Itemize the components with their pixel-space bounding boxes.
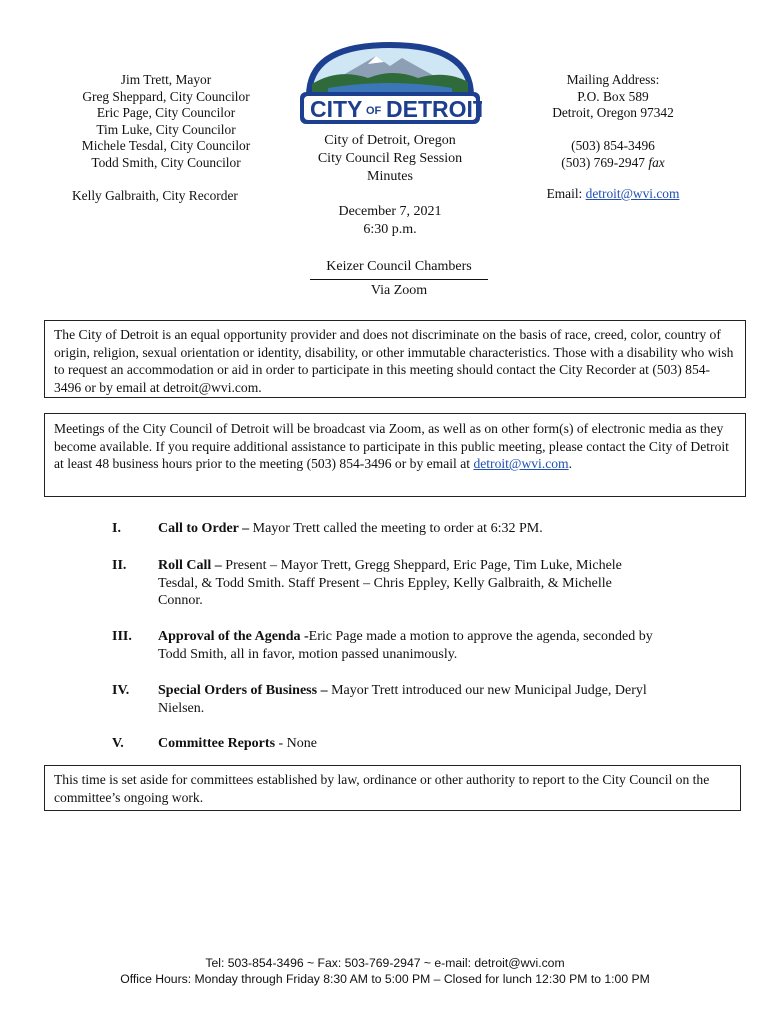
mailing-address: [530, 72, 696, 122]
logo-text-of: OF: [366, 105, 382, 117]
logo-graphic: [298, 38, 482, 126]
contact-email: [530, 186, 696, 202]
address-line: P.O. Box 589: [577, 88, 649, 104]
meeting-time: 6:30 p.m.: [363, 222, 417, 237]
fax-number: (503) 769-2947: [561, 154, 645, 170]
heading-line: Minutes: [367, 169, 413, 184]
footer-contact: Tel: 503-854-3496 ~ Fax: 503-769-2947 ~ e-mail: detroit@wvi.com: [205, 956, 565, 970]
email-label: Email:: [546, 186, 583, 201]
address-line: Detroit, Oregon 97342: [552, 105, 674, 121]
agenda-item-text: Mayor Trett introduced our new Municipal Judge, Deryl Nielsen.: [158, 683, 647, 716]
location-chambers: Keizer Council Chambers: [310, 256, 488, 280]
agenda-item-heading: Committee Reports: [158, 736, 276, 751]
officials-list: [60, 72, 272, 172]
agenda-item-heading: Call to Order –: [158, 521, 250, 536]
agenda-item-heading: Roll Call –: [158, 558, 222, 573]
meeting-date: December 7, 2021: [338, 204, 442, 219]
agenda-item: [112, 735, 692, 753]
zoom-broadcast-notice: [44, 413, 746, 497]
agenda-item-heading: Approval of the Agenda -: [158, 629, 309, 644]
agenda-item-number: I.: [112, 521, 121, 536]
agenda-item-number: V.: [112, 736, 124, 751]
zoom-notice-end: .: [568, 456, 573, 472]
agenda-item: [112, 557, 692, 610]
footer-office-hours: Office Hours: Monday through Friday 8:30 AM to 5:00 PM – Closed for lunch 12:30 PM to 1:00 PM: [120, 972, 650, 986]
fax-label: fax: [648, 154, 665, 170]
agenda-item-text: Eric Page made a motion to approve the agenda, seconded by Todd Smith, all in favor, motion passed unanimously.: [158, 629, 653, 662]
contact-phones: [530, 138, 696, 171]
city-recorder: Kelly Galbraith, City Recorder: [72, 188, 238, 203]
meeting-datetime: [290, 203, 490, 239]
official-name: Tim Luke, City Councilor: [96, 121, 236, 137]
agenda-item-number: III.: [112, 629, 132, 644]
address-line: Mailing Address:: [566, 72, 660, 87]
agenda-item: [112, 628, 692, 663]
agenda-item-text: - None: [275, 736, 318, 751]
location-zoom: Via Zoom: [370, 283, 428, 298]
heading-line: City Council Reg Session: [317, 151, 463, 166]
committee-reports-note: This time is set aside for committees established by law, ordinance or other authority to report to the City Council on the committee’s ongoing work.: [44, 765, 741, 811]
zoom-notice-email-link[interactable]: detroit@wvi.com: [473, 456, 569, 472]
heading-line: City of Detroit, Oregon: [324, 133, 456, 148]
agenda-item-number: II.: [112, 558, 127, 573]
logo-text-detroit: DETROIT: [386, 96, 482, 122]
equal-opportunity-notice: The City of Detroit is an equal opportunity provider and does not discriminate on the basis of race, creed, color, country of origin, religion, sexual orientation or identity, disability, or other immutable characteristics. Those with a disability who wish to request an accommodation or aid in order to participate in this meeting should contact the City Recorder at (503) 854-3496 or by email at detroit@wvi.com.: [44, 320, 746, 398]
official-name: Eric Page, City Councilor: [96, 105, 236, 121]
email-link[interactable]: detroit@wvi.com: [585, 186, 680, 201]
official-name: Todd Smith, City Councilor: [91, 154, 241, 170]
document-heading: [290, 132, 490, 186]
zoom-notice-text: Meetings of the City Council of Detroit will be broadcast via Zoom, as well as on other form(s) of electronic media as they become available. If you require additional assistance to participate in this public meeting, please contact the City of Detroit at least 48 business hours prior to the meeting (503) 854-3496 or by email at: [54, 421, 729, 472]
agenda-item-number: IV.: [112, 683, 130, 698]
official-name: Greg Sheppard, City Councilor: [82, 88, 250, 104]
agenda-item: [112, 682, 692, 717]
city-of-detroit-logo: [298, 38, 482, 126]
agenda-item-text: Mayor Trett called the meeting to order at 6:32 PM.: [249, 521, 543, 536]
meeting-location: [310, 256, 488, 302]
official-name: Michele Tesdal, City Councilor: [81, 138, 251, 154]
agenda-item: [112, 520, 692, 538]
logo-text-city: CITY: [310, 96, 363, 122]
page-footer: [0, 955, 770, 987]
agenda-item-text: Present – Mayor Trett, Gregg Sheppard, Eric Page, Tim Luke, Michele Tesdal, & Todd Smith. Staff Present – Chris Eppley, Kelly Galbraith, & Michelle Connor.: [158, 558, 622, 609]
agenda-item-heading: Special Orders of Business –: [158, 683, 328, 698]
fax-line: [530, 155, 696, 172]
phone-number: (503) 854-3496: [571, 138, 655, 153]
official-name: Jim Trett, Mayor: [120, 72, 212, 87]
